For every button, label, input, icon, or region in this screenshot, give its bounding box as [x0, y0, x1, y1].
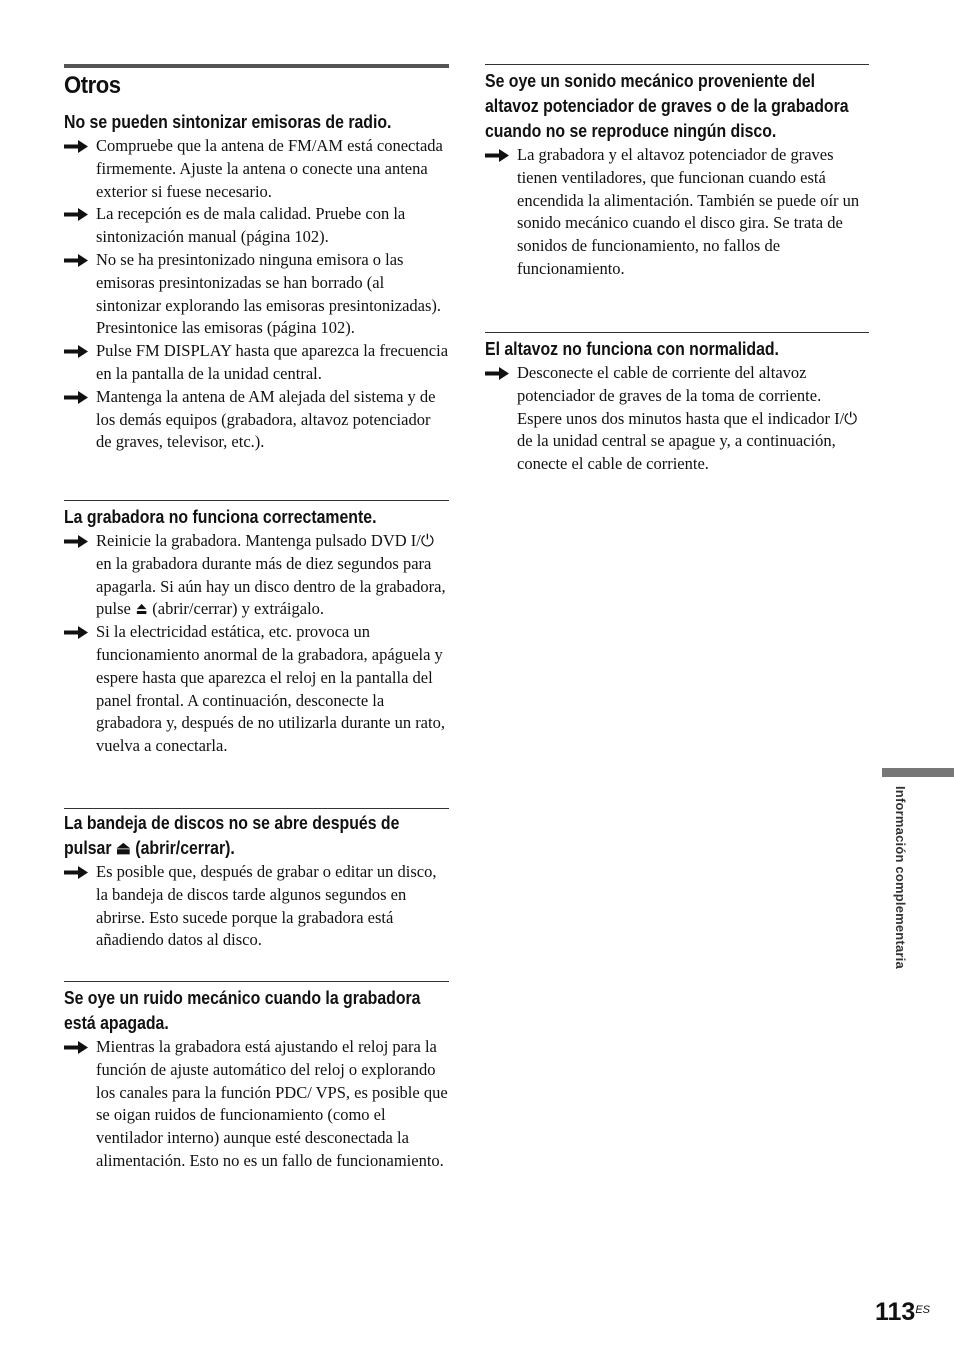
item-list: [64, 135, 449, 454]
arrow-right-icon: [64, 866, 88, 879]
section-title: [64, 64, 449, 100]
arrow-right-icon: [64, 1041, 88, 1054]
page-title: Otros: [64, 72, 121, 99]
list-item-text: Reinicie la grabadora. Mantenga pulsado DVD I/⏻ en la grabadora durante más de diez segundos para apagarla. Si aún hay un disco dentro de la grabadora, pulse ⏏ (abrir/cerrar) y extráigalo.: [96, 531, 446, 619]
arrow-right-icon: [64, 208, 88, 221]
troubleshoot-block-tray: [64, 808, 449, 952]
list-item-text: Desconecte el cable de corriente del altavoz potenciador de graves de la toma de corriente. Espere unos dos minutos hasta que el indicador I/⏻ de la unidad central se apague y, a continuación, conecte el cable de corriente.: [517, 363, 858, 474]
list-item-text: Es posible que, después de grabar o editar un disco, la bandeja de discos tarde algunos segundos en abrirse. Esto sucede porque la grabadora está añadiendo datos al disco.: [96, 862, 437, 950]
item-list: [485, 144, 869, 281]
item-list: [485, 362, 869, 476]
sidebar-label: Información complementaria: [893, 786, 908, 969]
list-item-text: Pulse FM DISPLAY hasta que aparezca la frecuencia en la pantalla de la unidad central.: [96, 341, 449, 383]
troubleshoot-block-radio: [64, 110, 449, 454]
list-item: [64, 530, 449, 621]
list-item-text: La recepción es de mala calidad. Pruebe con la sintonización manual (página 102).: [96, 204, 406, 247]
list-item: [485, 144, 869, 281]
page-number: [875, 1298, 930, 1327]
arrow-right-icon: [64, 254, 88, 267]
list-item: [64, 340, 449, 386]
block-heading: El altavoz no funciona con normalidad.: [485, 339, 779, 359]
page-number-value: 113: [875, 1298, 916, 1326]
item-list: [64, 1036, 449, 1173]
list-item: [64, 621, 449, 758]
list-item: [64, 1036, 449, 1173]
arrow-right-icon: [64, 535, 88, 548]
list-item: [64, 249, 449, 340]
arrow-right-icon: [485, 149, 509, 162]
list-item-text: No se ha presintonizado ninguna emisora o las emisoras presintonizadas se han borrado (al sintonizar explorando las emisoras presintonizadas). Presintonice las emisoras (página 102).: [96, 249, 442, 338]
list-item: [64, 203, 449, 249]
arrow-right-icon: [485, 367, 509, 380]
block-heading: La bandeja de discos no se abre después de pulsar ⏏ (abrir/cerrar).: [64, 813, 400, 858]
arrow-right-icon: [64, 140, 88, 153]
block-heading: Se oye un ruido mecánico cuando la grabadora está apagada.: [64, 988, 421, 1033]
list-item-text: Mantenga la antena de AM alejada del sistema y de los demás equipos (grabadora, altavoz potenciador de graves, televisor, etc.).: [96, 386, 436, 452]
arrow-right-icon: [64, 391, 88, 404]
troubleshoot-block-subwoofer-noise: [485, 64, 869, 281]
list-item-text: Compruebe que la antena de FM/AM está conectada firmemente. Ajuste la antena o conecte una antena exterior si fuese necesario.: [96, 136, 443, 201]
block-heading: La grabadora no funciona correctamente.: [64, 507, 377, 527]
item-list: [64, 861, 449, 952]
block-heading: Se oye un sonido mecánico proveniente del altavoz potenciador de graves o de la grabadora cuando no se reproduce ningún disco.: [485, 71, 849, 141]
arrow-right-icon: [64, 345, 88, 358]
list-item-text: Si la electricidad estática, etc. provoca un funcionamiento anormal de la grabadora, apáguela y espere hasta que aparezca el reloj en la pantalla del panel frontal. A continuación, desconecte la grabadora y, después de no utilizarla durante un rato, vuelva a conectarla.: [96, 622, 445, 756]
list-item: [64, 386, 449, 454]
list-item: [64, 861, 449, 952]
troubleshoot-block-speaker: [485, 332, 869, 476]
block-heading: No se pueden sintonizar emisoras de radio.: [64, 112, 392, 132]
arrow-right-icon: [64, 626, 88, 639]
troubleshoot-block-recorder: [64, 500, 449, 758]
list-item-text: Mientras la grabadora está ajustando el reloj para la función de ajuste automático del reloj o explorando los canales para la función PDC/ VPS, es posible que se oigan ruidos de funcionamiento (como el ventilador interno) aunque esté desconectada la alimentación. Esto no es un fallo de funcionamiento.: [96, 1037, 448, 1170]
list-item: [64, 135, 449, 203]
list-item-text: La grabadora y el altavoz potenciador de graves tienen ventiladores, que funcionan cuando está encendida la alimentación. También se puede oír un sonido mecánico cuando el disco gira. Se trata de sonidos de funcionamiento, no fallos de funcionamiento.: [517, 145, 860, 278]
list-item: [485, 362, 869, 476]
item-list: [64, 530, 449, 758]
troubleshoot-block-noise: [64, 981, 449, 1173]
sidebar-tab-bar: [882, 768, 954, 777]
page-number-suffix: ES: [915, 1304, 931, 1316]
